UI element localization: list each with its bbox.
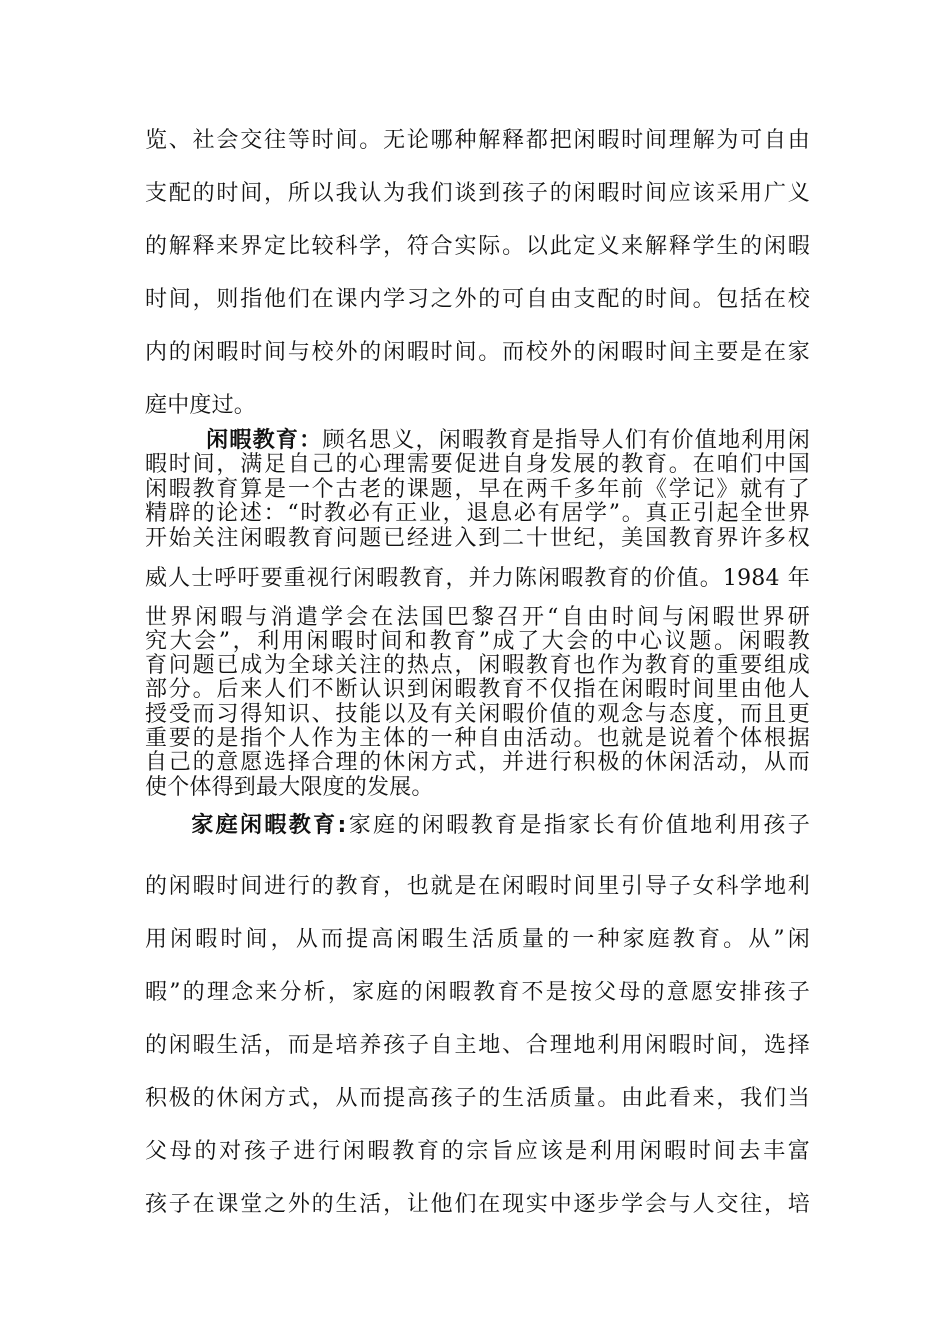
paragraph-line: 父母的对孩子进行闲暇教育的宗旨应该是利用闲暇时间去丰富 [145,1139,810,1164]
definition-first-line [145,808,810,839]
paragraph-line: 庭中度过。 [145,393,257,418]
paragraph-line: 内的闲暇时间与校外的闲暇时间。而校外的闲暇时间主要是在家 [145,340,810,365]
paragraph-line: 暇”的理念来分析，家庭的闲暇教育不是按父母的意愿安排孩子 [145,980,810,1005]
paragraph-line: 使个体得到最大限度的发展。 [145,775,434,800]
paragraph-line: 览、社会交往等时间。无论哪种解释都把闲暇时间理解为可自由 [145,128,810,153]
paragraph-line: 用闲暇时间，从而提高闲暇生活质量的一种家庭教育。从”闲 [145,927,810,952]
definition-text: 顾名思义，闲暇教育是指导人们有价值地利用闲 [322,428,811,453]
paragraph-line: 的闲暇生活，而是培养孩子自主地、合理地利用闲暇时间，选择 [145,1033,810,1058]
paragraph-line: 支配的时间，所以我认为我们谈到孩子的闲暇时间应该采用广义 [145,181,810,206]
paragraph-line: 暇时间，满足自己的心理需要促进自身发展的教育。在咱们中国 [145,452,810,477]
term-leisure-education: 闲暇教育 [205,428,300,453]
paragraph-line: 授受而习得知识、技能以及有关闲暇价值的观念与态度，而且更 [145,702,810,727]
paragraph-line: 部分。后来人们不断认识到闲暇教育不仅指在闲暇时间里由他人 [145,677,810,702]
paragraph-line: 的解释来界定比较科学，符合实际。以此定义来解释学生的闲暇 [145,234,810,259]
definition-text: 家庭的闲暇教育是指家长有价值地利用孩子 [346,813,810,838]
paragraph-line: 闲暇教育算是一个古老的课题，早在两千多年前《学记》就有了 [145,477,810,502]
paragraph-line: 积极的休闲方式，从而提高孩子的生活质量。由此看来，我们当 [145,1086,810,1111]
paragraph-line: 精辟的论述：“时教必有正业，退息必有居学”。真正引起全世界 [145,501,810,526]
paragraph-line: 开始关注闲暇教育问题已经进入到二十世纪，美国教育界许多权 [145,526,810,551]
paragraph-line: 威人士呼吁要重视行闲暇教育，并力陈闲暇教育的价值。1984 年 [145,566,810,591]
paragraph-line: 重要的是指个人作为主体的一种自由活动。也就是说着个体根据 [145,726,810,751]
paragraph-line: 自己的意愿选择合理的休闲方式，并进行积极的休闲活动，从而 [145,750,810,775]
paragraph-line: 育问题已成为全球关注的热点，闲暇教育也作为教育的重要组成 [145,653,810,678]
term-colon: ： [299,428,323,453]
paragraph-line: 时间，则指他们在课内学习之外的可自由支配的时间。包括在校 [145,287,810,312]
term-family-leisure-education: 家庭闲暇教育 [189,813,338,838]
term-colon: : [337,813,347,838]
paragraph-line: 孩子在课堂之外的生活，让他们在现实中逐步学会与人交往，培 [145,1192,810,1217]
paragraph-line: 究大会”，利用闲暇时间和教育”成了大会的中心议题。闲暇教 [145,629,810,654]
paragraph-line: 的闲暇时间进行的教育，也就是在闲暇时间里引导子女科学地利 [145,874,810,899]
paragraph-line: 世界闲暇与消遣学会在法国巴黎召开“自由时间与闲暇世界研 [145,605,810,630]
